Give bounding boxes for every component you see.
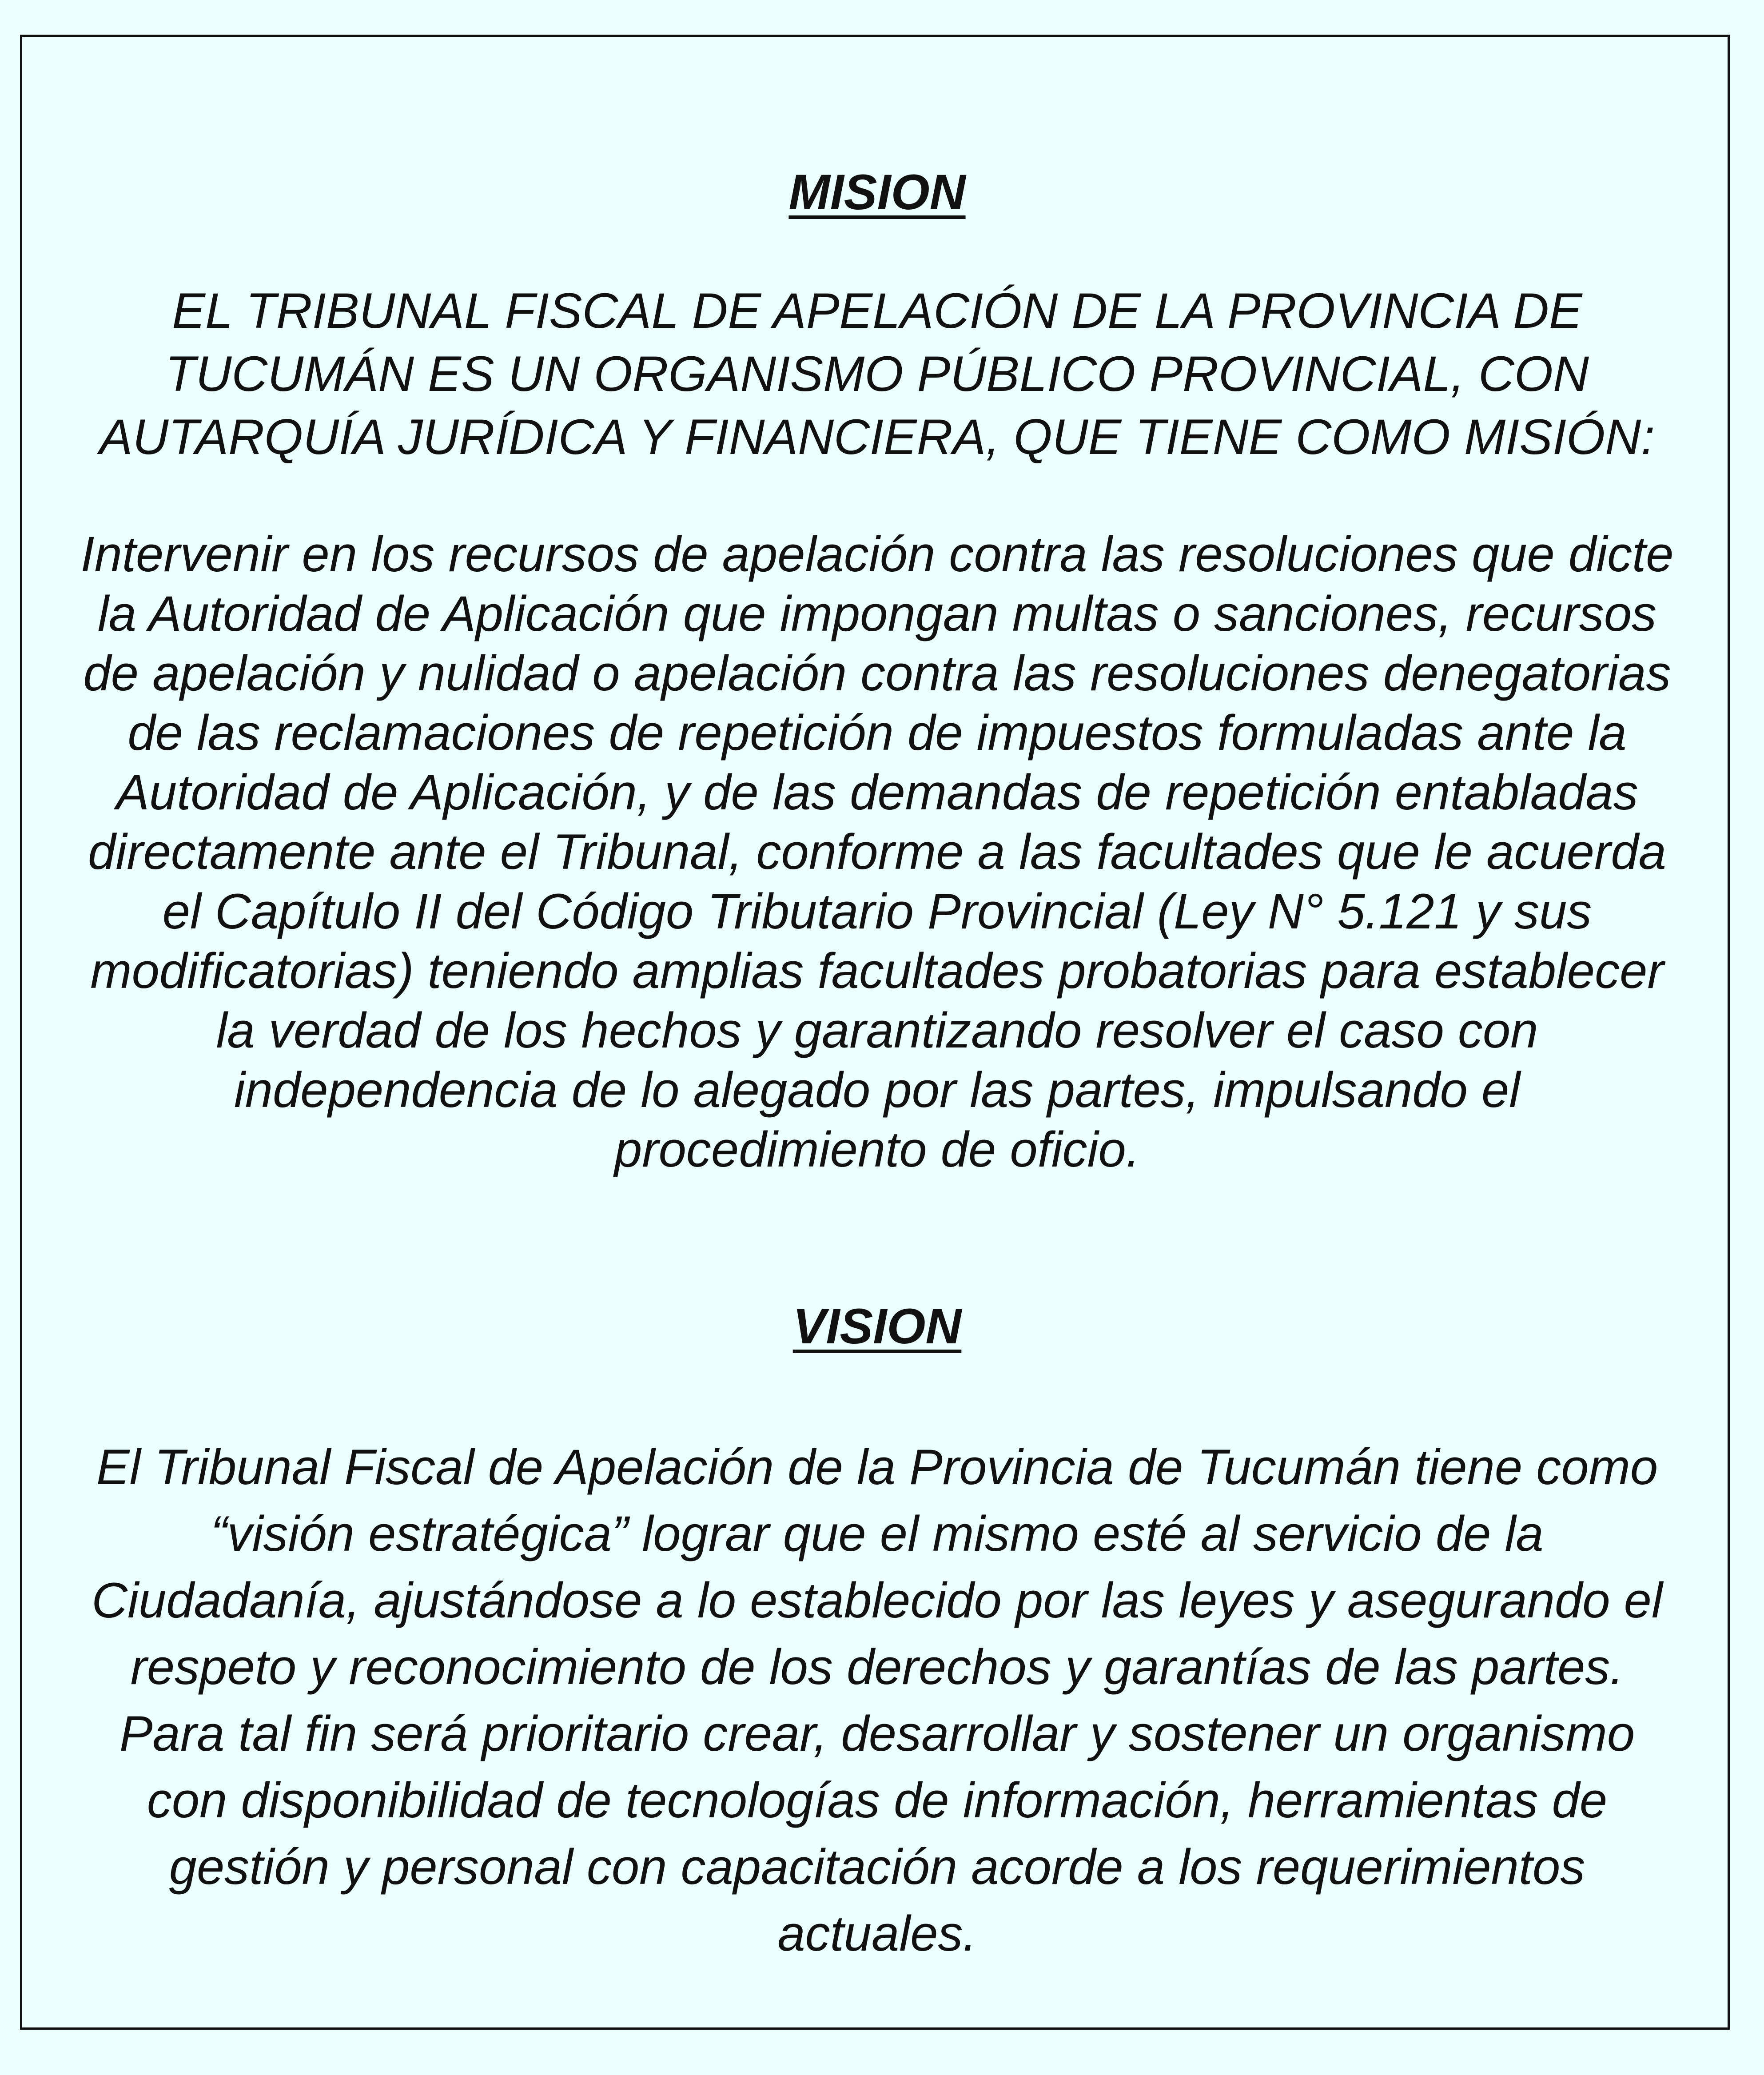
mision-body-line: directamente ante el Tribunal, conforme a las facultades que le acuerda [88, 824, 1666, 880]
vision-body-line: actuales. [777, 1906, 977, 1961]
vision-body-line: “visión estratégica” lograr que el mismo esté al servicio de la [211, 1506, 1544, 1561]
mision-body-line: independencia de lo alegado por las partes, impulsando el [234, 1062, 1521, 1118]
vision-heading: VISION [792, 1298, 962, 1354]
vision-body-paragraph [49, 1434, 1705, 1967]
vision-body-line: Ciudadanía, ajustándose a lo establecido por las leyes y asegurando el [92, 1573, 1663, 1628]
mision-body-line: de apelación y nulidad o apelación contra las resoluciones denegatorias [83, 645, 1671, 701]
vision-body-line: El Tribunal Fiscal de Apelación de la Provincia de Tucumán tiene como [96, 1439, 1658, 1495]
vision-body-line: respeto y reconocimiento de los derechos y garantías de las partes. [130, 1639, 1624, 1695]
mision-body-line: de las reclamaciones de repetición de impuestos formuladas ante la [127, 705, 1627, 761]
mision-body-line: el Capítulo II del Código Tributario Provincial (Ley N° 5.121 y sus [162, 884, 1592, 939]
mision-body-paragraph [49, 525, 1705, 1179]
mision-intro-paragraph [49, 279, 1705, 469]
vision-body-line: con disponibilidad de tecnologías de información, herramientas de [147, 1772, 1608, 1828]
mision-heading: MISION [788, 164, 966, 220]
mision-intro-line: EL TRIBUNAL FISCAL DE APELACIÓN DE LA PROVINCIA DE [172, 283, 1582, 339]
mision-body-line: la Autoridad de Aplicación que impongan multas o sanciones, recursos [97, 586, 1657, 641]
mision-body-line: la verdad de los hechos y garantizando resolver el caso con [216, 1003, 1538, 1058]
document-border-frame [20, 35, 1730, 2030]
vision-body-line: Para tal fin será prioritario crear, desarrollar y sostener un organismo [119, 1706, 1635, 1761]
mision-intro-line: TUCUMÁN ES UN ORGANISMO PÚBLICO PROVINCIAL, CON [165, 346, 1589, 402]
mision-body-line: Autoridad de Aplicación, y de las demandas de repetición entabladas [116, 765, 1638, 820]
mision-body-line: procedimiento de oficio. [614, 1122, 1140, 1177]
mision-intro-line: AUTARQUÍA JURÍDICA Y FINANCIERA, QUE TIENE COMO MISIÓN: [99, 409, 1655, 465]
mision-body-line: modificatorias) teniendo amplias facultades probatorias para establecer [90, 943, 1664, 999]
vision-body-line: gestión y personal con capacitación acorde a los requerimientos [169, 1839, 1585, 1895]
mision-body-line: Intervenir en los recursos de apelación contra las resoluciones que dicte [80, 526, 1674, 582]
